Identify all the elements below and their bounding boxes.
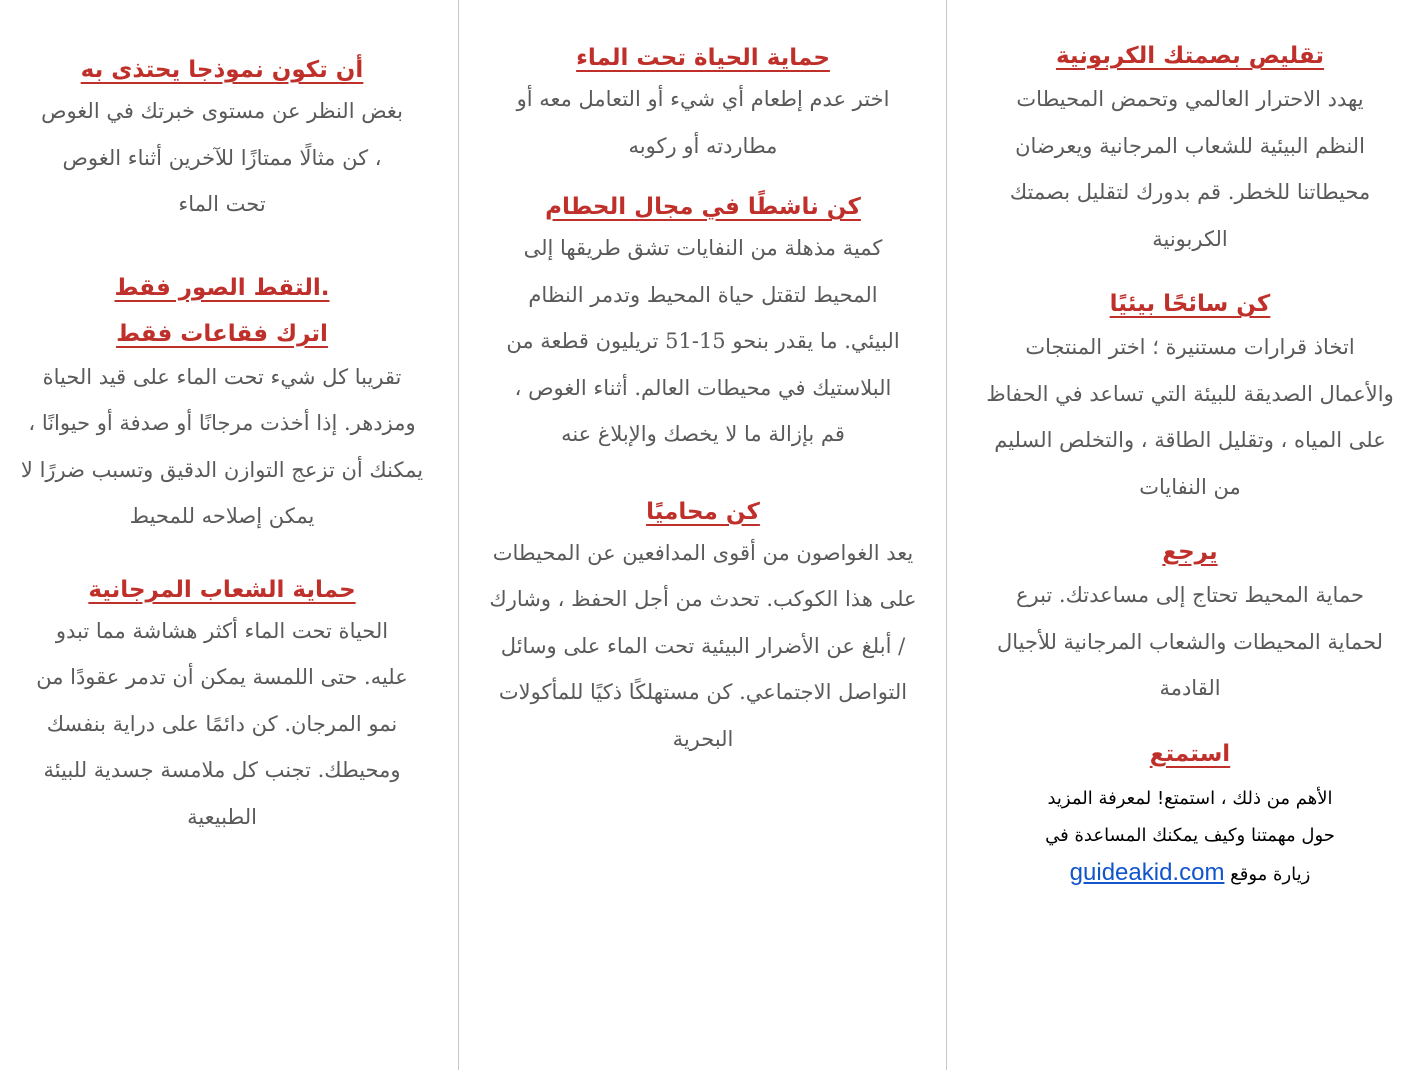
section-title: حماية الحياة تحت الماء [576, 45, 830, 71]
section-text: بغض النظر عن مستوى خبرتك في الغوص ، كن مثالًا ممتازًا للآخرين أثناء الغوص تحت الماء [41, 99, 403, 216]
section-title: كن ناشطًا في مجال الحطام [545, 194, 861, 220]
section-text: يهدد الاحترار العالمي وتحمض المحيطات النظم البيئية للشعاب المرجانية ويعرضان محيطاتنا للخطر. قم بدورك لتقليل بصمتك الكربونية [1009, 87, 1371, 251]
column-divider-left [458, 0, 459, 1070]
section-title-line2: اترك فقاعات فقط [116, 320, 328, 347]
section-text [985, 780, 1395, 893]
section-text: الحياة تحت الماء أكثر هشاشة مما تبدو عليه. حتى اللمسة يمكن أن تدمر عقودًا من نمو المرجان. كن دائمًا على دراية بنفسك ومحيطك. تجنب كل ملامسة جسدية للبيئة الطبيعية [36, 618, 408, 829]
section-text: حماية المحيط تحتاج إلى مساعدتك. تبرع لحماية المحيطات والشعاب المرجانية للأجيال القادمة [996, 583, 1384, 700]
section-debris-activist [478, 169, 928, 458]
section-text: يعد الغواصون من أقوى المدافعين عن المحيطات على هذا الكوكب. تحدث من أجل الحفظ ، وشارك / أبلغ عن الأضرار البيئية تحت الماء على وسائل التواصل الاجتماعي. كن مستهلكًا ذكيًا للمأكولات البحرية [489, 540, 917, 751]
section-text: اتخاذ قرارات مستنيرة ؛ اختر المنتجات والأعمال الصديقة للبيئة التي تساعد في الحفاظ على المياه ، وتقليل الطاقة ، والتخلص السليم من النفايات [986, 335, 1394, 499]
section-donate [985, 510, 1395, 712]
section-title: تقليص بصمتك الكربونية [1055, 43, 1325, 69]
section-text: كمية مذهلة من النفايات تشق طريقها إلى المحيط لتقتل حياة المحيط وتدمر النظام البيئي. ما يقدر بنحو 15-51 تريليون قطعة من البلاستيك في محيطات العالم. أثناء الغوص ، قم بإزالة ما لا يخصك والإبلاغ عنه [506, 236, 900, 446]
section-role-model [12, 0, 432, 228]
section-carbon-footprint [985, 0, 1395, 262]
column-middle [478, 0, 928, 762]
section-text: اختر عدم إطعام أي شيء أو التعامل معه أو مطاردته أو ركوبه [516, 87, 890, 158]
section-advocate [478, 458, 928, 763]
section-photos-bubbles [12, 228, 432, 540]
section-title: كن محاميًا [646, 498, 760, 525]
section-title: كن سائحًا بيئيًا [1109, 291, 1271, 317]
enjoy-text: الأهم من ذلك ، استمتع! لمعرفة المزيد حول مهمتنا وكيف يمكنك المساعدة في زيارة موقع [1045, 787, 1335, 885]
section-protect-coral-reefs [12, 540, 432, 841]
section-text: تقريبا كل شيء تحت الماء على قيد الحياة ومزدهر. إذا أخذت مرجانًا أو صدفة أو حيوانًا ، يمكنك أن تزعج التوازن الدقيق وتسبب ضررًا لا يمكن إصلاحه للمحيط [20, 364, 424, 528]
section-title: استمتع [1149, 740, 1231, 767]
section-title-line1: .التقط الصور فقط [114, 274, 330, 301]
column-right [985, 0, 1395, 893]
section-title: أن تكون نموذجا يحتذى به [80, 57, 364, 83]
section-eco-tourist [985, 262, 1395, 510]
section-title: يرجع [1162, 539, 1218, 565]
section-title: حماية الشعاب المرجانية [88, 576, 356, 603]
column-divider-right [946, 0, 947, 1070]
column-left [12, 0, 432, 840]
section-protect-underwater-life [478, 0, 928, 169]
section-enjoy [985, 712, 1395, 893]
website-link[interactable]: guideakid.com [1069, 858, 1225, 886]
